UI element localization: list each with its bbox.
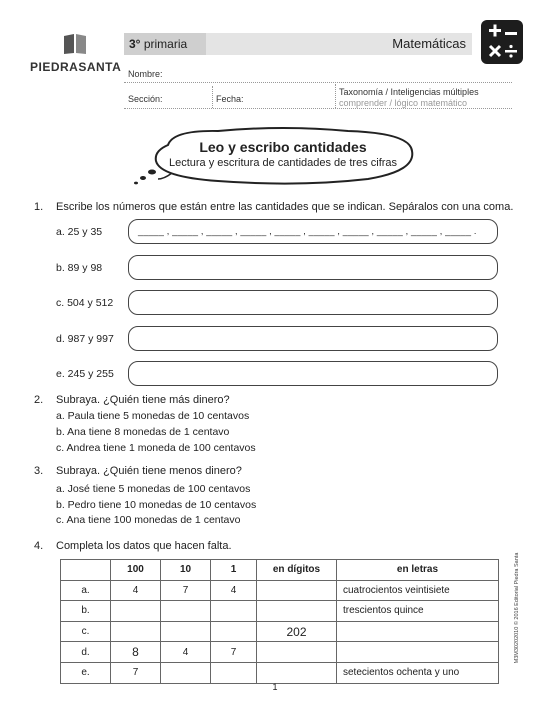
table-header-row (61, 560, 499, 581)
table-cell[interactable] (161, 662, 211, 683)
q2-option-b[interactable]: b. Ana tiene 8 monedas de 1 centavo (56, 426, 230, 438)
section-line (124, 108, 512, 109)
table-row (61, 662, 499, 683)
bubble-dots-icon (130, 167, 160, 187)
place-value-table (60, 559, 499, 684)
table-cell[interactable] (257, 580, 337, 601)
grade-label: 3° primaria (124, 33, 206, 55)
table-row (61, 642, 499, 663)
table-cell[interactable] (211, 601, 257, 622)
logo-text: PIEDRASANTA (30, 60, 122, 74)
table-cell: 4 (161, 642, 211, 663)
header-cell: en letras (337, 560, 499, 581)
section-label: Sección: (128, 94, 163, 104)
table-cell[interactable] (111, 601, 161, 622)
header-cell: 10 (161, 560, 211, 581)
table-cell[interactable] (337, 621, 499, 642)
q3-number: 3. (34, 465, 44, 477)
math-operations-icon (481, 20, 523, 64)
q1-item-a: a. 25 y 35 (56, 226, 103, 238)
table-row (61, 601, 499, 622)
q3-option-a[interactable]: a. José tiene 5 monedas de 100 centavos (56, 483, 251, 495)
q1-item-e: e. 245 y 255 (56, 368, 114, 380)
table-cell[interactable] (111, 621, 161, 642)
table-cell: e. (61, 662, 111, 683)
name-label: Nombre: (128, 69, 163, 79)
table-cell[interactable] (161, 601, 211, 622)
table-cell: 7 (111, 662, 161, 683)
q3-option-b[interactable]: b. Pedro tiene 10 monedas de 10 centavos (56, 499, 257, 511)
table-cell[interactable] (211, 662, 257, 683)
logo-book-icon (62, 33, 88, 55)
q2-option-c[interactable]: c. Andrea tiene 1 moneda de 100 centavos (56, 442, 256, 454)
page-subtitle: Lectura y escritura de cantidades de tres cifras (168, 157, 398, 169)
table-cell[interactable] (211, 621, 257, 642)
title-cloud (148, 127, 418, 185)
q3-option-c[interactable]: c. Ana tiene 100 monedas de 1 centavo (56, 514, 241, 526)
page-number: 1 (272, 682, 278, 692)
q1-item-c: c. 504 y 512 (56, 297, 114, 309)
table-cell: c. (61, 621, 111, 642)
header-cell: 1 (211, 560, 257, 581)
table-cell: cuatrocientos veintisiete (337, 580, 499, 601)
answer-box-e[interactable] (128, 361, 498, 386)
header-cell (61, 560, 111, 581)
table-cell: 7 (161, 580, 211, 601)
table-cell: setecientos ochenta y uno (337, 662, 499, 683)
q1-text: Escribe los números que están entre las cantidades que se indican. Sepáralos con una coma. (56, 201, 514, 213)
answer-box-c[interactable] (128, 290, 498, 315)
answer-box-b[interactable] (128, 255, 498, 280)
divider (212, 86, 213, 108)
taxonomy-sub: comprender / lógico matemático (339, 98, 468, 108)
table-cell[interactable] (257, 662, 337, 683)
page-title: Leo y escribo cantidades (199, 139, 367, 155)
table-row (61, 621, 499, 642)
q2-option-a[interactable]: a. Paula tiene 5 monedas de 10 centavos (56, 410, 250, 422)
header-cell: en dígitos (257, 560, 337, 581)
table-cell: a. (61, 580, 111, 601)
table-cell[interactable] (161, 621, 211, 642)
copyright-side (512, 540, 522, 680)
table-row (61, 580, 499, 601)
answer-blanks-a: _____ , _____ , _____ , _____ , _____ , _____ , _____ , _____ , _____ , _____ . (138, 226, 477, 236)
q1-number: 1. (34, 201, 44, 213)
q2-text: Subraya. ¿Quién tiene más dinero? (56, 394, 230, 406)
table-cell: 4 (211, 580, 257, 601)
table-cell: b. (61, 601, 111, 622)
q4-number: 4. (34, 540, 44, 552)
table-cell: 202 (257, 621, 337, 642)
name-line (124, 82, 512, 83)
q2-number: 2. (34, 394, 44, 406)
table-cell[interactable] (257, 601, 337, 622)
table-cell: 7 (211, 642, 257, 663)
answer-box-d[interactable] (128, 326, 498, 351)
taxonomy-label: Taxonomía / Inteligencias múltiples (339, 87, 479, 97)
table-cell: trescientos quince (337, 601, 499, 622)
divider (335, 84, 336, 108)
header-cell: 100 (111, 560, 161, 581)
table-cell: 8 (111, 642, 161, 663)
q1-item-d: d. 987 y 997 (56, 333, 114, 345)
subject-title: Matemáticas (392, 36, 466, 51)
date-label: Fecha: (216, 94, 244, 104)
table-cell: 4 (111, 580, 161, 601)
q1-item-b: b. 89 y 98 (56, 262, 103, 274)
table-cell[interactable] (257, 642, 337, 663)
q4-text: Completa los datos que hacen falta. (56, 540, 232, 552)
table-cell: d. (61, 642, 111, 663)
q3-text: Subraya. ¿Quién tiene menos dinero? (56, 465, 242, 477)
copyright-text: M3M30202010 © 2016 Editorial Piedra Santa (514, 552, 520, 664)
table-cell[interactable] (337, 642, 499, 663)
